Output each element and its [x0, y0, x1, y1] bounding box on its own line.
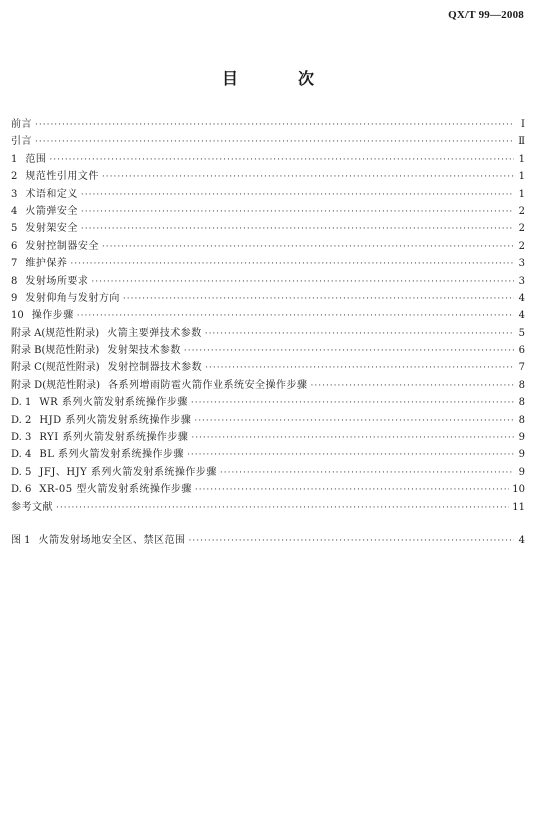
page-number: Ⅰ [521, 119, 525, 130]
dot-leader [102, 169, 514, 186]
entry-label: 术语和定义 [25, 188, 78, 200]
figure-entry[interactable] [11, 532, 525, 549]
toc-entry[interactable] [11, 325, 525, 342]
entry-number: 5 [11, 223, 18, 235]
entry-number: D. 3 [11, 432, 32, 444]
entry-number: D. 6 [11, 484, 32, 496]
entry-number: 9 [11, 292, 18, 304]
toc-entry[interactable] [11, 412, 525, 429]
entry-number: D. 5 [11, 466, 32, 478]
page-number: 8 [518, 379, 525, 391]
toc-entry[interactable] [11, 116, 525, 133]
dot-leader [91, 274, 514, 291]
dot-leader [191, 430, 514, 447]
page-number: Ⅱ [518, 136, 525, 148]
page-number: 2 [518, 223, 525, 235]
standard-number: QX/T 99—2008 [448, 9, 524, 21]
entry-label: 发射控制器安全 [25, 240, 99, 252]
entry-label: 火箭发射场地安全区、禁区范围 [38, 534, 186, 546]
entry-label: 发射仰角与发射方向 [25, 292, 120, 304]
toc-spacer [11, 516, 525, 532]
dot-leader [81, 187, 514, 204]
toc-entry[interactable] [11, 499, 525, 516]
toc-entry[interactable] [11, 342, 525, 359]
toc-entry[interactable] [11, 168, 525, 185]
page-number: 9 [518, 449, 525, 461]
entry-label: 范围 [25, 153, 47, 165]
dot-leader [205, 360, 514, 377]
entry-label: WR 系列火箭发射系统操作步骤 [39, 397, 188, 409]
dot-leader [35, 117, 514, 134]
entry-label: BL 系列火箭发射系统操作步骤 [39, 449, 185, 461]
dot-leader [102, 239, 514, 256]
page-number: 3 [518, 275, 525, 287]
entry-label: 发射架技术参数 [107, 345, 181, 357]
page-number: 1 [518, 153, 525, 165]
toc-entry[interactable] [11, 220, 525, 237]
toc-entry[interactable] [11, 464, 525, 481]
entry-label: HJD 系列火箭发射系统操作步骤 [39, 414, 192, 426]
toc-entry[interactable] [11, 429, 525, 446]
page-number: 1 [518, 171, 525, 183]
page-number: 8 [518, 414, 525, 426]
dot-leader [187, 447, 514, 464]
dot-leader [191, 395, 514, 412]
dot-leader [194, 413, 514, 430]
dot-leader [70, 256, 514, 273]
page-number: 5 [518, 327, 525, 339]
entry-number: 4 [11, 205, 18, 217]
toc-entry[interactable] [11, 203, 525, 220]
entry-number: 1 [11, 153, 18, 165]
toc-entry[interactable] [11, 255, 525, 272]
entry-number: 6 [11, 240, 18, 252]
entry-label: 前言 [11, 119, 32, 130]
entry-label: XR-05 型火箭发射系统操作步骤 [39, 484, 192, 496]
page-number: 3 [518, 258, 525, 270]
toc-entry[interactable] [11, 133, 525, 150]
entry-label: 发射架安全 [25, 223, 78, 235]
dot-leader [35, 134, 514, 151]
dot-leader [49, 152, 514, 169]
page-number: 8 [518, 397, 525, 409]
page-number: 11 [512, 501, 525, 513]
dot-leader [56, 500, 509, 517]
dot-leader [195, 482, 509, 499]
table-of-contents [11, 116, 525, 549]
entry-number: 附录 B(规范性附录) [11, 345, 100, 357]
entry-number: D. 1 [11, 397, 32, 409]
figure-list [11, 532, 525, 549]
toc-entry[interactable] [11, 151, 525, 168]
page-number: 9 [518, 432, 525, 444]
dot-leader [123, 291, 514, 308]
page-number: 4 [518, 534, 525, 546]
toc-list [11, 116, 525, 516]
dot-leader [184, 343, 514, 360]
toc-entry[interactable] [11, 290, 525, 307]
entry-label: JFJ、HJY 系列火箭发射系统操作步骤 [39, 466, 217, 478]
entry-label: 发射场所要求 [25, 275, 89, 287]
toc-entry[interactable] [11, 273, 525, 290]
toc-entry[interactable] [11, 394, 525, 411]
entry-label: 操作步骤 [31, 310, 74, 322]
entry-label: 火箭主要弹技术参数 [107, 327, 202, 339]
entry-label: 引言 [11, 136, 32, 148]
page-number: 4 [518, 292, 525, 304]
entry-number: 3 [11, 188, 18, 200]
toc-entry[interactable] [11, 186, 525, 203]
dot-leader [205, 326, 514, 343]
toc-entry[interactable] [11, 446, 525, 463]
page-number: 9 [518, 466, 525, 478]
dot-leader [81, 221, 514, 238]
entry-label: 各系列增雨防雹火箭作业系统安全操作步骤 [108, 379, 308, 391]
toc-entry[interactable] [11, 481, 525, 498]
toc-entry[interactable] [11, 307, 525, 324]
entry-number: 附录 A(规范性附录) [11, 327, 100, 339]
page-number: 7 [518, 362, 525, 374]
dot-leader [189, 533, 514, 550]
page-number: 10 [512, 484, 525, 496]
entry-number: 附录 D(规范性附录) [11, 379, 100, 391]
entry-number: 附录 C(规范性附录) [11, 362, 100, 374]
entry-number: 10 [11, 310, 24, 322]
entry-number: 2 [11, 171, 18, 183]
toc-entry[interactable] [11, 377, 525, 394]
dot-leader [220, 465, 514, 482]
entry-number: 图 1 [11, 534, 31, 546]
page-number: 1 [518, 188, 525, 200]
entry-label: 维护保养 [25, 258, 68, 270]
entry-label: RYI 系列火箭发射系统操作步骤 [39, 432, 189, 444]
dot-leader [77, 308, 514, 325]
entry-number: D. 4 [11, 449, 32, 461]
entry-number: D. 2 [11, 414, 32, 426]
page-number: 2 [518, 240, 525, 252]
dot-leader [81, 204, 514, 221]
page-number: 4 [518, 310, 525, 322]
entry-number: 8 [11, 275, 18, 287]
entry-number: 7 [11, 258, 18, 270]
page-number: 6 [518, 345, 525, 357]
page-number: 2 [518, 205, 525, 217]
dot-leader [311, 378, 515, 395]
entry-label: 火箭弹安全 [25, 205, 78, 217]
entry-label: 发射控制器技术参数 [107, 362, 203, 374]
toc-entry[interactable] [11, 238, 525, 255]
entry-label: 参考文献 [11, 501, 53, 513]
entry-label: 规范性引用文件 [25, 171, 99, 183]
toc-entry[interactable] [11, 359, 525, 376]
page-title: 目 次 [221, 69, 336, 88]
